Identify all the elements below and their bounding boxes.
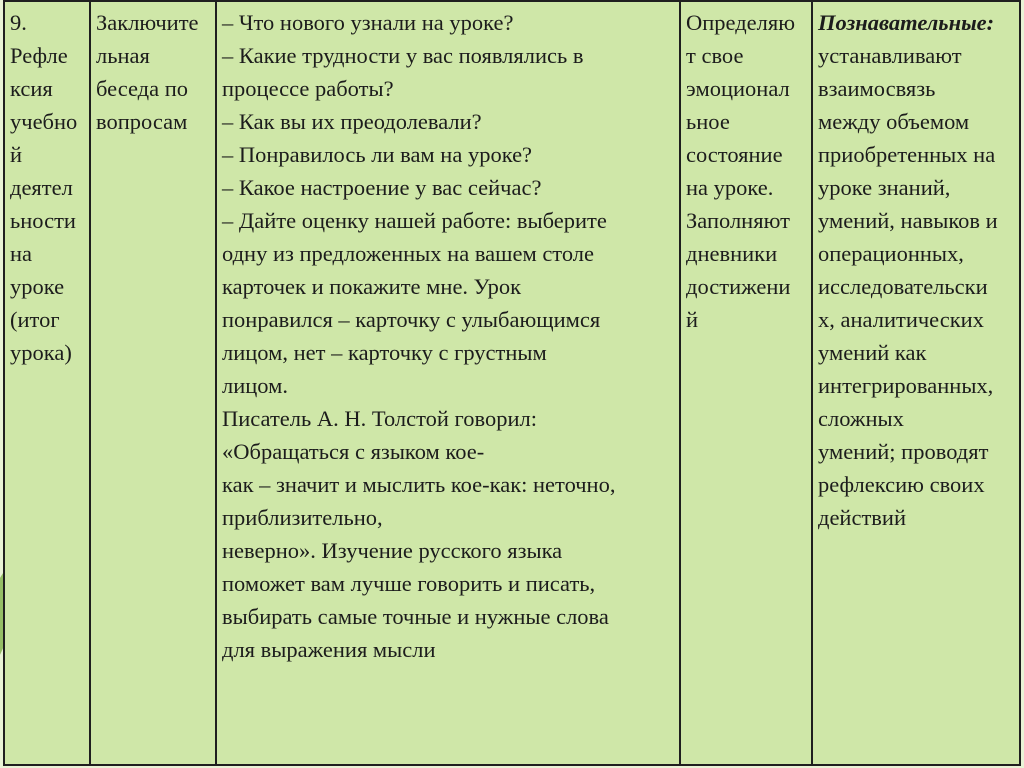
student-activity-text: Определяю т свое эмоционал ьное состояние на уроке. Заполняют дневники достижени й xyxy=(686,10,796,332)
lesson-plan-table xyxy=(3,0,1021,766)
teacher-activity-cell xyxy=(216,1,680,765)
table-row xyxy=(4,1,1020,765)
stage-text: 9. Рефле ксия учебно й деятел ьности на уроке (итог урока) xyxy=(10,10,78,365)
learning-outcome-cell xyxy=(812,1,1020,765)
teacher-activity-text: – Что нового узнали на уроке? – Какие трудности у вас появлялись в процессе работы? – Как вы их преодолевали? – Понравилось ли вам на уроке? – Какое настроение у вас сейчас? – Дайте оценку нашей работе: выберите одну из предложенных на вашем столе карточек и покажите мне. Урок понравился – карточку с улыбающимся лицом, нет – карточку с грустным лицом. Писатель А. Н. Толстой говорил: «Обращаться с языком кое- как – значит и мыслить кое-как: неточно, приблизительно, неверно». Изучение русского языка поможет вам лучше говорить и писать, выбирать самые точные и нужные слова для выражения мысли xyxy=(222,10,616,662)
method-cell xyxy=(90,1,216,765)
outcome-text: устанавливают взаимосвязь между объемом приобретенных на уроке знаний, умений, навыков и операционных, исследовательски х, аналитических умений как интегрированных, сложных умений; проводят рефлексию своих действий xyxy=(818,43,998,530)
outcome-heading: Познавательные: xyxy=(818,10,995,35)
stage-cell xyxy=(4,1,90,765)
method-text: Заключите льная беседа по вопросам xyxy=(96,10,199,134)
student-activity-cell xyxy=(680,1,812,765)
